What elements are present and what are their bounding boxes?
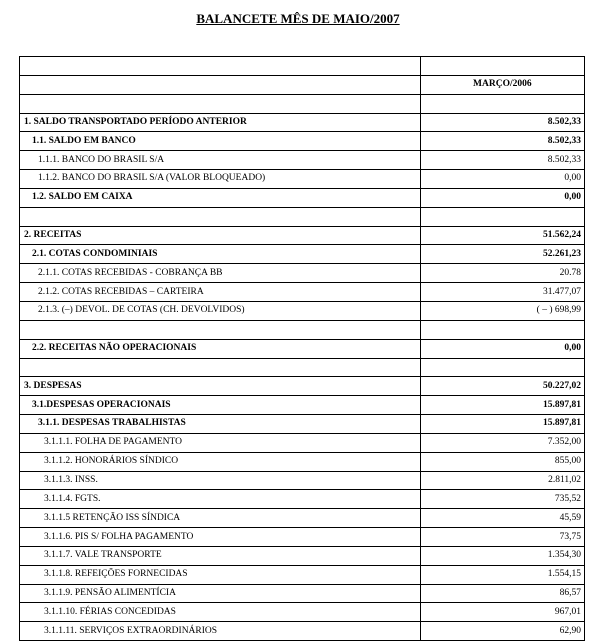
row-value: 31.477,07 — [420, 283, 584, 302]
row-label: 3.1.1.4. FGTS. — [20, 490, 421, 509]
row-value — [420, 358, 584, 377]
row-value: 15.897,81 — [420, 396, 584, 415]
page-title: BALANCETE MÊS DE MAIO/2007 — [196, 11, 400, 26]
balance-table-body — [20, 57, 585, 641]
table-cell-empty — [20, 57, 421, 76]
row-label — [20, 358, 421, 377]
row-label: 3. DESPESAS — [20, 377, 421, 396]
row-label: 2.2. RECEITAS NÃO OPERACIONAIS — [20, 339, 421, 358]
table-row — [20, 245, 585, 264]
balance-table — [19, 56, 585, 641]
table-row — [20, 584, 585, 603]
row-label: 1.1.2. BANCO DO BRASIL S/A (VALOR BLOQUEADO) — [20, 170, 421, 189]
row-label: 3.1.1.9. PENSÃO ALIMENTÍCIA — [20, 584, 421, 603]
row-value: 62,90 — [420, 622, 584, 641]
table-blank-row — [20, 57, 585, 76]
row-value: 8.502,33 — [420, 151, 584, 170]
row-value: 50.227,02 — [420, 377, 584, 396]
row-value: 51.562,24 — [420, 226, 584, 245]
table-row — [20, 339, 585, 358]
row-value: 7.352,00 — [420, 433, 584, 452]
row-value: 0,00 — [420, 188, 584, 207]
table-row — [20, 603, 585, 622]
table-row — [20, 188, 585, 207]
table-row — [20, 452, 585, 471]
row-value: 86,57 — [420, 584, 584, 603]
table-row — [20, 170, 585, 189]
row-label: 3.1.1.5 RETENÇÃO ISS SÍNDICA — [20, 509, 421, 528]
table-row — [20, 264, 585, 283]
table-header-label-cell — [20, 75, 421, 94]
table-row — [20, 132, 585, 151]
row-value — [420, 94, 584, 113]
table-row — [20, 377, 585, 396]
row-value: 73,75 — [420, 528, 584, 547]
row-value: 2.811,02 — [420, 471, 584, 490]
row-label: 3.1.1.1. FOLHA DE PAGAMENTO — [20, 433, 421, 452]
row-value: 52.261,23 — [420, 245, 584, 264]
row-value: 1.354,30 — [420, 546, 584, 565]
table-row — [20, 396, 585, 415]
row-label: 3.1.1.6. PIS S/ FOLHA PAGAMENTO — [20, 528, 421, 547]
row-label: 2.1.3. (–) DEVOL. DE COTAS (CH. DEVOLVIDOS) — [20, 301, 421, 320]
row-label: 2.1. COTAS CONDOMINIAIS — [20, 245, 421, 264]
row-value — [420, 320, 584, 339]
row-label: 3.1.1.3. INSS. — [20, 471, 421, 490]
row-label: 2. RECEITAS — [20, 226, 421, 245]
row-label: 1.1.1. BANCO DO BRASIL S/A — [20, 151, 421, 170]
table-row — [20, 207, 585, 226]
table-row — [20, 301, 585, 320]
row-value: 0,00 — [420, 170, 584, 189]
table-row — [20, 528, 585, 547]
table-row — [20, 433, 585, 452]
row-label: 3.1.1.2. HONORÁRIOS SÍNDICO — [20, 452, 421, 471]
row-value: 967,01 — [420, 603, 584, 622]
table-row — [20, 622, 585, 641]
row-label: 3.1.1. DESPESAS TRABALHISTAS — [20, 415, 421, 434]
table-row — [20, 113, 585, 132]
row-value: 0,00 — [420, 339, 584, 358]
row-value: 8.502,33 — [420, 113, 584, 132]
row-value: ( – ) 698,99 — [420, 301, 584, 320]
table-row — [20, 565, 585, 584]
row-value: 735,52 — [420, 490, 584, 509]
row-label: 1. SALDO TRANSPORTADO PERÍODO ANTERIOR — [20, 113, 421, 132]
row-value — [420, 207, 584, 226]
table-row — [20, 490, 585, 509]
column-header-period: MARÇO/2006 — [420, 75, 584, 94]
table-row — [20, 151, 585, 170]
row-label — [20, 94, 421, 113]
row-label — [20, 207, 421, 226]
row-label: 3.1.1.11. SERVIÇOS EXTRAORDINÁRIOS — [20, 622, 421, 641]
row-value: 20.78 — [420, 264, 584, 283]
row-label: 2.1.1. COTAS RECEBIDAS - COBRANÇA BB — [20, 264, 421, 283]
row-label: 2.1.2. COTAS RECEBIDAS – CARTEIRA — [20, 283, 421, 302]
row-label: 3.1.1.8. REFEIÇÕES FORNECIDAS — [20, 565, 421, 584]
table-row — [20, 94, 585, 113]
row-value: 45,59 — [420, 509, 584, 528]
table-row — [20, 283, 585, 302]
row-value: 855,00 — [420, 452, 584, 471]
row-label: 1.1. SALDO EM BANCO — [20, 132, 421, 151]
table-row — [20, 226, 585, 245]
table-row — [20, 509, 585, 528]
row-label: 3.1.1.7. VALE TRANSPORTE — [20, 546, 421, 565]
table-row — [20, 320, 585, 339]
table-header-row — [20, 75, 585, 94]
table-row — [20, 358, 585, 377]
table-row — [20, 546, 585, 565]
row-label: 3.1.DESPESAS OPERACIONAIS — [20, 396, 421, 415]
row-value: 8.502,33 — [420, 132, 584, 151]
row-label: 3.1.1.10. FÉRIAS CONCEDIDAS — [20, 603, 421, 622]
table-cell-empty — [420, 57, 584, 76]
row-label — [20, 320, 421, 339]
row-value: 15.897,81 — [420, 415, 584, 434]
row-value: 1.554,15 — [420, 565, 584, 584]
table-row — [20, 415, 585, 434]
table-row — [20, 471, 585, 490]
row-label: 1.2. SALDO EM CAIXA — [20, 188, 421, 207]
